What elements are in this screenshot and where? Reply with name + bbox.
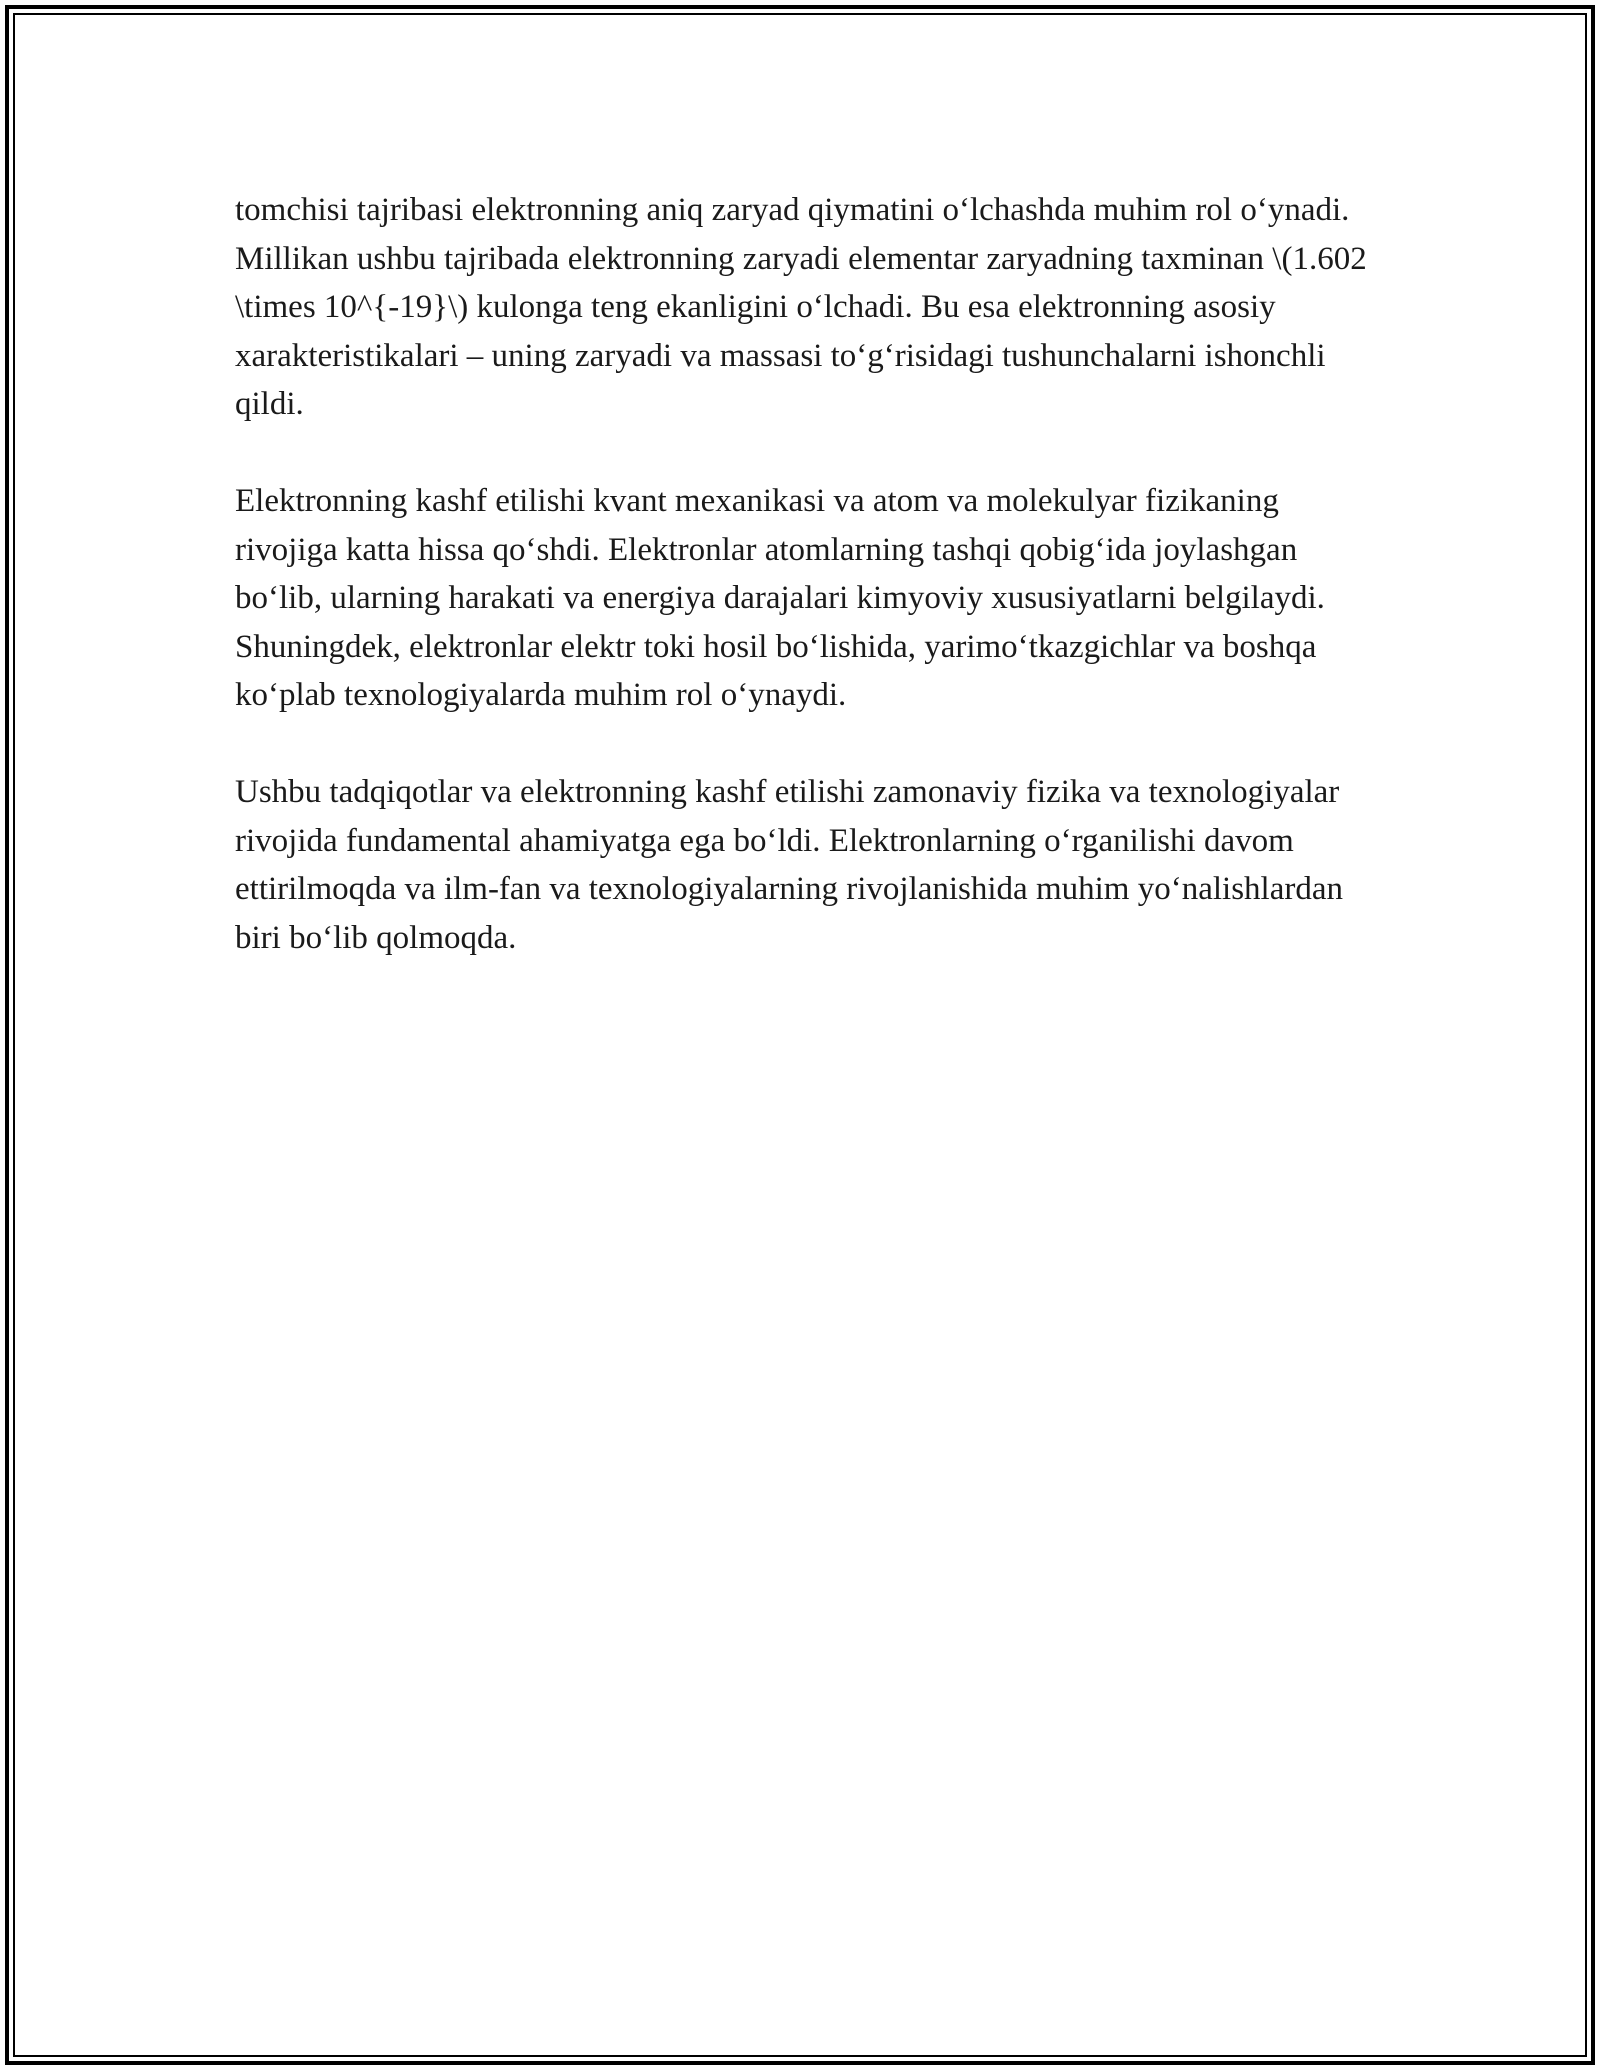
paragraph-2: Elektronning kashf etilishi kvant mexanikasi va atom va molekulyar fizikaning rivojiga katta hissa qo‘shdi. Elektronlar atomlarning tashqi qobig‘ida joylashgan bo‘lib, ularning harakati va energiya darajalari kimyoviy xususiyatlarni belgilaydi. Shuningdek, elektronlar elektr toki hosil bo‘lishida, yarimo‘tkazgichlar va boshqa ko‘plab texnologiyalarda muhim rol o‘ynaydi. xyxy=(235,483,1325,713)
paragraph-3: Ushbu tadqiqotlar va elektronning kashf etilishi zamonaviy fizika va texnologiyalar rivojida fundamental ahamiyatga ega bo‘ldi. Elektronlarning o‘rganilishi davom ettirilmoqda va ilm-fan va texnologiyalarning rivojlanishida muhim yo‘nalishlardan biri bo‘lib qolmoqda. xyxy=(235,774,1343,956)
document-body xyxy=(235,186,1375,962)
paragraph-1: tomchisi tajribasi elektronning aniq zaryad qiymatini o‘lchashda muhim rol o‘ynadi. Millikan ushbu tajribada elektronning zaryadi elementar zaryadning taxminan \(1.602 \times 10^{-19}\) kulonga teng ekanligini o‘lchadi. Bu esa elektronning asosiy xarakteristikalari – uning zaryadi va massasi to‘g‘risidagi tushunchalarni ishonchli qildi. xyxy=(235,192,1367,422)
